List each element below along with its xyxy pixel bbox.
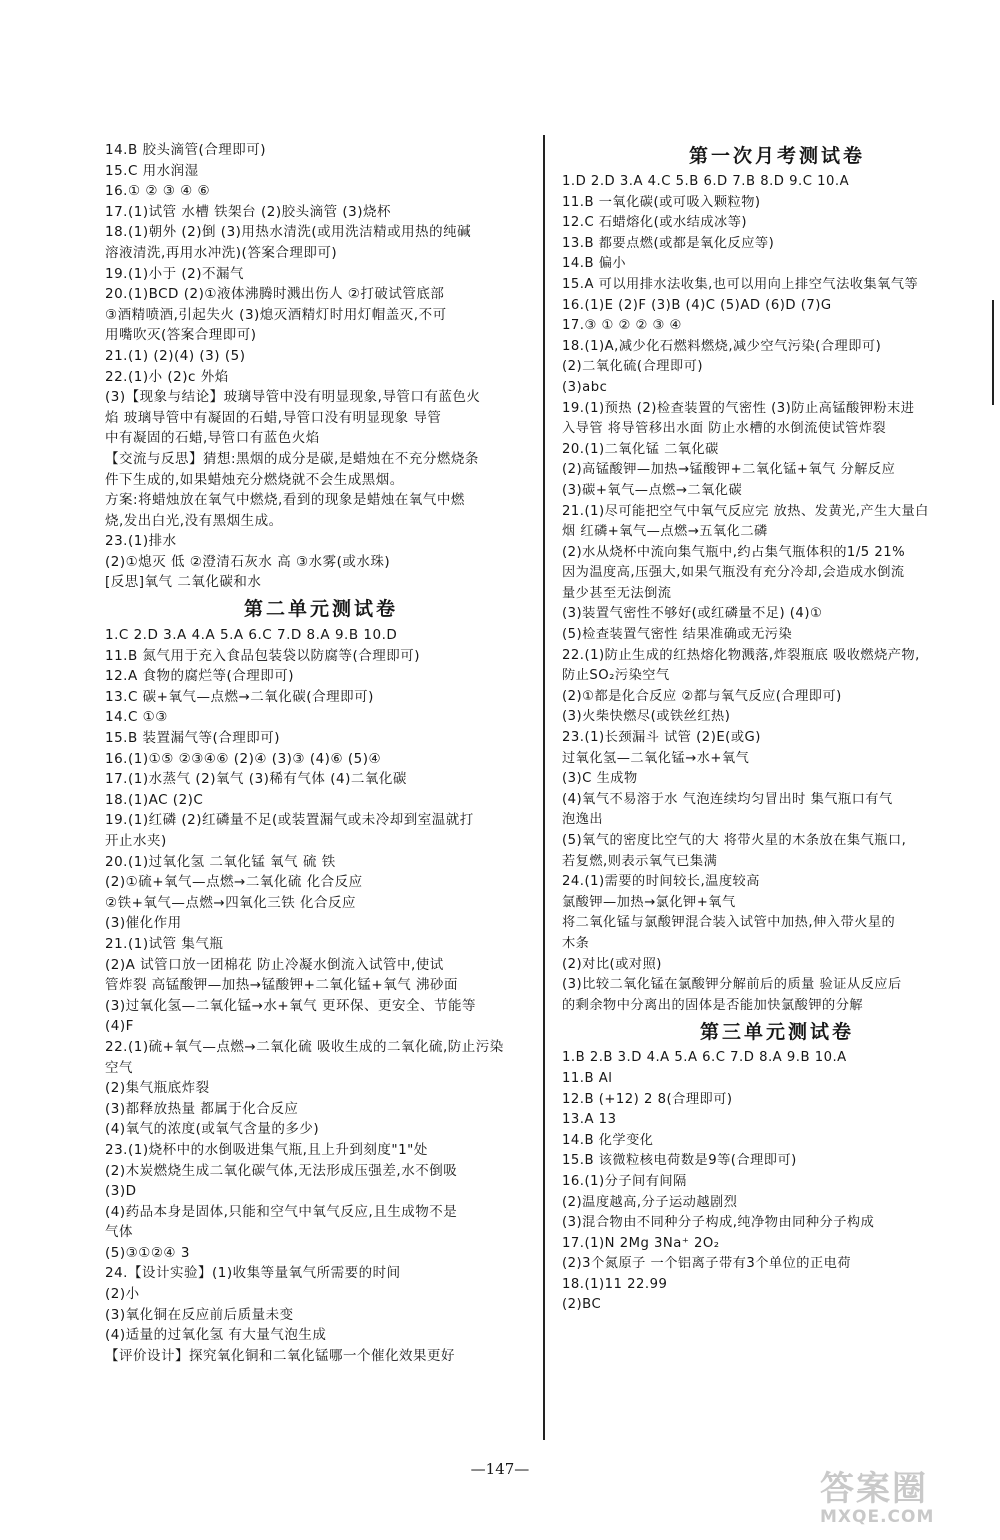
answer-line: 入导管 将导管移出水面 防止水槽的水倒流使试管炸裂 — [562, 421, 887, 437]
answer-line: 氯酸钾—加热→氯化钾+氧气 — [562, 894, 736, 910]
answer-line: (2)①硫+氧气—点燃→二氧化硫 化合反应 — [105, 874, 363, 891]
answer-line: 17.(1)N 2Mg 3Na⁺ 2O₂ — [562, 1235, 720, 1251]
answer-line: (3)火柴快燃尽(或铁丝红热) — [562, 709, 731, 725]
section-title: 第三单元测试卷 — [699, 1021, 854, 1044]
answer-line: (3)装置气密性不够好(或红磷量不足) (4)① — [562, 606, 823, 622]
answer-line: 14.B 化学变化 — [562, 1132, 654, 1148]
answer-line: (2)二氧化硫(合理即可) — [562, 359, 703, 375]
answer-line: 16.(1)①⑤ ②③④⑥ (2)④ (3)③ (4)⑥ (5)④ — [105, 750, 382, 767]
answer-line: 19.(1)小于 (2)不漏气 — [105, 265, 245, 282]
answer-line: 17.(1)试管 水槽 铁架台 (2)胶头滴管 (3)烧杯 — [105, 203, 392, 220]
answer-line: 泡逸出 — [562, 812, 604, 828]
answer-line: 21.(1)试管 集气瓶 — [105, 935, 224, 952]
watermark-url: MXQE.COM — [820, 1507, 935, 1527]
section-title: 第二单元测试卷 — [243, 598, 398, 621]
answer-line: 气体 — [105, 1224, 133, 1241]
answer-line: 15.B 装置漏气等(合理即可) — [105, 730, 281, 747]
answer-line: 14.B 偏小 — [562, 256, 627, 272]
answer-line: (3)过氧化氢—二氧化锰→水+氧气 更环保、更安全、节能等 — [105, 997, 477, 1014]
answer-line: 16.(1)分子间有间隔 — [562, 1173, 687, 1189]
answer-line: (4)氧气的浓度(或氧气含量的多少) — [105, 1121, 320, 1138]
answer-line: 20.(1)BCD (2)①液体沸腾时溅出伤人 ②打破试管底部 — [105, 286, 445, 303]
answer-line: 18.(1)朝外 (2)倒 (3)用热水清洗(或用洗洁精或用热的纯碱 — [105, 224, 472, 241]
answer-line: (3)碳+氧气—点燃→二氧化碳 — [562, 482, 743, 498]
answer-line: 18.(1)AC (2)C — [105, 791, 204, 808]
answer-line: (2)对比(或对照) — [562, 956, 662, 972]
answer-line: (2)3个氮原子 一个铝离子带有3个单位的正电荷 — [562, 1256, 852, 1272]
page-number: —147— — [470, 1460, 530, 1478]
answer-line: 的剩余物中分离出的固体是否能加快氯酸钾的分解 — [562, 997, 864, 1013]
answer-line: 21.(1) (2)(4) (3) (5) — [105, 347, 246, 364]
answer-line: 19.(1)预热 (2)检查装置的气密性 (3)防止高锰酸钾粉末进 — [562, 400, 915, 416]
answer-line: 13.A 13 — [562, 1112, 617, 1128]
answer-line: 23.(1)排水 — [105, 533, 177, 550]
answer-line: 防止SO₂污染空气 — [562, 668, 670, 684]
edge-mark — [992, 300, 994, 405]
answer-line: 22.(1)硫+氧气—点燃→二氧化硫 吸收生成的二氧化硫,防止污染 — [105, 1038, 504, 1055]
answer-line: (3)比较二氧化锰在氯酸钾分解前后的质量 验证从反应后 — [562, 977, 902, 993]
answer-line: 16.(1)E (2)F (3)B (4)C (5)AD (6)D (7)G — [562, 297, 832, 313]
answer-line: 中有凝固的石蜡,导管口有蓝色火焰 — [105, 430, 320, 447]
answer-line: 管炸裂 高锰酸钾—加热→锰酸钾+二氧化锰+氧气 沸砂面 — [105, 977, 459, 994]
answer-line: 11.B 氮气用于充入食品包装袋以防腐等(合理即可) — [105, 647, 421, 664]
answer-line: (3)氧化铜在反应前后质量未变 — [105, 1306, 294, 1323]
answer-line: (2)A 试管口放一团棉花 防止冷凝水倒流入试管中,使试 — [105, 956, 444, 973]
answer-line: 空气 — [105, 1059, 133, 1076]
answer-line: (2)木炭燃烧生成二氧化碳气体,无法形成压强差,水不倒吸 — [105, 1162, 458, 1179]
answer-line: 15.B 该微粒核电荷数是9等(合理即可) — [562, 1153, 797, 1169]
answer-line: (2)水从烧杯中流向集气瓶中,约占集气瓶体积的1/5 21% — [562, 544, 906, 560]
answer-line: 1.B 2.B 3.D 4.A 5.A 6.C 7.D 8.A 9.B 10.A — [562, 1050, 847, 1066]
answer-line: 因为温度高,压强大,如果气瓶没有充分冷却,会造成水倒流 — [562, 565, 905, 581]
answer-line: (2)小 — [105, 1286, 140, 1303]
answer-line: (3)D — [105, 1183, 137, 1200]
answer-line: 13.B 都要点燃(或都是氧化反应等) — [562, 235, 775, 251]
answer-line: 18.(1)A,减少化石燃料燃烧,减少空气污染(合理即可) — [562, 338, 882, 354]
answer-line: (4)氧气不易溶于水 气泡连续均匀冒出时 集气瓶口有气 — [562, 791, 893, 807]
answer-line: 【交流与反思】猜想:黑烟的成分是碳,是蜡烛在不充分燃烧条 — [105, 450, 479, 467]
answer-line: 19.(1)红磷 (2)红磷量不足(或装置漏气或未冷却到室温就打 — [105, 812, 474, 829]
answer-line: 方案:将蜡烛放在氧气中燃烧,看到的现象是蜡烛在氧气中燃 — [105, 492, 465, 509]
section-title: 第一次月考测试卷 — [688, 145, 865, 167]
column-divider — [543, 135, 545, 1440]
answer-line: 17.(1)水蒸气 (2)氧气 (3)稀有气体 (4)二氧化碳 — [105, 771, 407, 788]
answer-line: 件下生成的,如果蜡烛充分燃烧就不会生成黑烟。 — [105, 471, 404, 488]
answer-line: 13.C 碳+氧气—点燃→二氧化碳(合理即可) — [105, 688, 374, 705]
answer-line: 20.(1)二氧化锰 二氧化碳 — [562, 441, 719, 457]
answer-line: 1.D 2.D 3.A 4.C 5.B 6.D 7.B 8.D 9.C 10.A — [562, 174, 850, 189]
answer-line: 开止水夹) — [105, 833, 167, 849]
answer-line: 烧,发出白光,没有黑烟生成。 — [105, 512, 283, 529]
answer-line: (3)催化作用 — [105, 915, 182, 932]
answer-line: 15.A 可以用排水法收集,也可以用向上排空气法收集氧气等 — [562, 276, 919, 292]
answer-line: [反思]氧气 二氧化碳和水 — [105, 574, 262, 591]
answer-line: (3)都释放热量 都属于化合反应 — [105, 1100, 299, 1117]
answer-line: 若复燃,则表示氧气已集满 — [562, 853, 718, 869]
answer-line: 22.(1)小 (2)c 外焰 — [105, 368, 229, 385]
answer-line: 将二氧化锰与氯酸钾混合装入试管中加热,伸入带火星的 — [562, 915, 896, 931]
answer-line: 木条 — [562, 935, 590, 951]
answer-line: (5)③①②④ 3 — [105, 1244, 190, 1261]
watermark-logo: 答案圈 — [820, 1469, 928, 1509]
answer-line: 20.(1)过氧化氢 二氧化锰 氧气 硫 铁 — [105, 853, 336, 870]
answer-line: 18.(1)11 22.99 — [562, 1276, 668, 1292]
answer-line: 21.(1)尽可能把空气中氧气反应完 放热、发黄光,产生大量白 — [562, 503, 929, 519]
answer-line: 烟 红磷+氧气—点燃→五氧化二磷 — [562, 524, 768, 540]
answer-line: 24.(1)需要的时间较长,温度较高 — [562, 874, 760, 890]
answer-line: 23.(1)烧杯中的水倒吸进集气瓶,且上升到刻度"1"处 — [105, 1141, 428, 1158]
watermark — [820, 1470, 990, 1530]
left-column — [105, 140, 537, 1366]
answer-line: 1.C 2.D 3.A 4.A 5.A 6.C 7.D 8.A 9.B 10.D — [105, 627, 398, 644]
answer-line: (3)混合物由不同种分子构成,纯净物由同种分子构成 — [562, 1215, 875, 1231]
answer-line: 12.B (+12) 2 8(合理即可) — [562, 1091, 733, 1107]
answer-line: ②铁+氧气—点燃→四氧化三铁 化合反应 — [105, 894, 357, 911]
answer-line: ③酒精喷酒,引起失火 (3)熄灭酒精灯时用灯帽盖灭,不可 — [105, 306, 447, 323]
answer-line: 12.C 石蜡熔化(或水结成冰等) — [562, 215, 748, 231]
answer-line: (5)检查装置气密性 结果准确或无污染 — [562, 627, 793, 643]
answer-line: 12.A 食物的腐烂等(合理即可) — [105, 668, 295, 685]
answer-line: 24.【设计实验】(1)收集等量氧气所需要的时间 — [105, 1265, 401, 1282]
answer-line: 【评价设计】探究氧化铜和二氧化锰哪一个催化效果更好 — [105, 1347, 455, 1364]
answer-line: 15.C 用水润湿 — [105, 162, 199, 179]
answer-line: (2)①都是化合反应 ②都与氧气反应(合理即可) — [562, 688, 842, 704]
answer-line: (3)abc — [562, 379, 608, 395]
answer-line: (3)C 生成物 — [562, 771, 638, 787]
answer-line: 焰 玻璃导管中有凝固的石蜡,导管口没有明显现象 导管 — [105, 409, 442, 426]
answer-line: (2)BC — [562, 1297, 602, 1313]
answer-line: (4)F — [105, 1018, 134, 1035]
answer-line: (4)适量的过氧化氢 有大量气泡生成 — [105, 1327, 327, 1344]
answer-line: 14.B 胶头滴管(合理即可) — [105, 142, 267, 158]
answer-line: 11.B Al — [562, 1070, 613, 1086]
answer-line: 17.③ ① ② ② ③ ④ — [562, 318, 682, 334]
answer-line: 16.① ② ③ ④ ⑥ — [105, 183, 211, 200]
right-column — [562, 140, 992, 1316]
answer-line: 22.(1)防止生成的红热熔化物溅落,炸裂瓶底 吸收燃烧产物, — [562, 647, 920, 663]
answer-line: 用嘴吹灭(答案合理即可) — [105, 327, 257, 344]
answer-line: (5)氧气的密度比空气的大 将带火星的木条放在集气瓶口, — [562, 833, 907, 848]
answer-line: 量少甚至无法倒流 — [562, 585, 672, 601]
answer-line: (2)①熄灭 低 ②澄清石灰水 高 ③水雾(或水珠) — [105, 553, 391, 570]
answer-line: 溶液清洗,再用水冲洗)(答案合理即可) — [105, 244, 338, 261]
answer-line: 23.(1)长颈漏斗 试管 (2)E(或G) — [562, 730, 761, 746]
answer-line: (2)高锰酸钾—加热→锰酸钾+二氧化锰+氧气 分解反应 — [562, 462, 896, 478]
answer-line: 11.B 一氧化碳(或可吸入颗粒物) — [562, 194, 761, 210]
answer-line: (3)【现象与结论】玻璃导管中没有明显现象,导管口有蓝色火 — [105, 389, 481, 406]
answer-line: (4)药品本身是固体,只能和空气中氧气反应,且生成物不是 — [105, 1203, 458, 1220]
answer-line: 14.C ①③ — [105, 709, 168, 726]
answer-line: 过氧化氢—二氧化锰→水+氧气 — [562, 750, 750, 766]
answer-line: (2)温度越高,分子运动越剧烈 — [562, 1194, 738, 1210]
answer-line: (2)集气瓶底炸裂 — [105, 1080, 210, 1097]
